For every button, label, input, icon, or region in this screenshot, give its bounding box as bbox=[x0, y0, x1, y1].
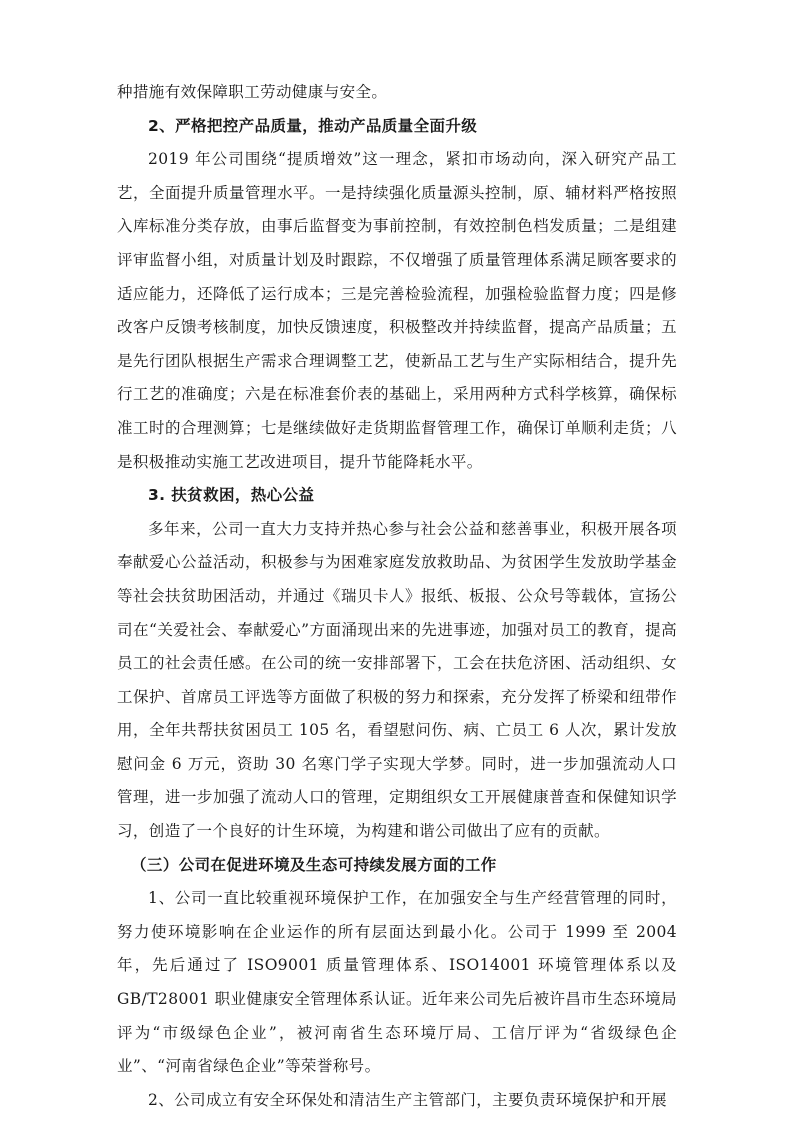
document-body bbox=[117, 76, 677, 1117]
paragraph-continuation: 种措施有效保障职工劳动健康与安全。 bbox=[117, 83, 388, 101]
heading-product-quality: 2、严格把控产品质量，推动产品质量全面升级 bbox=[148, 116, 478, 135]
paragraph-environment-2: 2、公司成立有安全环保处和清洁生产主管部门，主要负责环境保护和开展 bbox=[148, 1090, 668, 1109]
heading-poverty-relief: 3. 扶贫救困，热心公益 bbox=[148, 486, 315, 505]
paragraph-environment-1: 1、公司一直比较重视环境保护工作，在加强安全与生产经营管理的同时，努力使环境影响在企业运作的所有层面达到最小化。公司于 1999 至 2004 年，先后通过了 ISO9001 质量管理体系、ISO14001 环境管理体系以及 GB/T28001 职业健康安全管理体系认证。近年来公司先后被许昌市生态环境局评为“市级绿色企业”，被河南省生态环境厅局、工信厅评为“省级绿色企业”、“河南省绿色企业”等荣誉称号。 bbox=[117, 889, 677, 1076]
paragraph-poverty-relief: 多年来，公司一直大力支持并热心参与社会公益和慈善事业，积极开展各项奉献爱心公益活动，积极参与为困难家庭发放救助品、为贫困学生发放助学基金等社会扶贫助困活动，并通过《瑞贝卡人》报纸、板报、公众号等载体，宣扬公司在“关爱社会、奉献爱心”方面涌现出来的先进事迹，加强对员工的教育，提高员工的社会责任感。在公司的统一安排部署下，工会在扶危济困、活动组织、女工保护、首席员工评选等方面做了积极的努力和探索，充分发挥了桥梁和纽带作用，全年共帮扶贫困员工 105 名，看望慰问伤、病、亡员工 6 人次，累计发放慰问金 6 万元，资助 30 名寒门学子实现大学梦。同时，进一步加强流动人口管理，进一步加强了流动人口的管理，定期组织女工开展健康普查和保健知识学习，创造了一个良好的计生环境，为构建和谐公司做出了应有的贡献。 bbox=[117, 519, 677, 841]
heading-environment-section: （三）公司在促进环境及生态可持续发展方面的工作 bbox=[131, 855, 497, 874]
paragraph-product-quality: 2019 年公司围绕“提质增效”这一理念，紧扣市场动向，深入研究产品工艺，全面提升质量管理水平。一是持续强化质量源头控制，原、辅材料严格按照入库标准分类存放，由事后监督变为事前控制，有效控制色档发质量；二是组建评审监督小组，对质量计划及时跟踪，不仅增强了质量管理体系满足顾客要求的适应能力，还降低了运行成本；三是完善检验流程，加强检验监督力度；四是修改客户反馈考核制度，加快反馈速度，积极整改并持续监督，提高产品质量；五是先行团队根据生产需求合理调整工艺，使新品工艺与生产实际相结合，提升先行工艺的准确度；六是在标准套价表的基础上，采用两种方式科学核算，确保标准工时的合理测算；七是继续做好走货期监督管理工作，确保订单顺利走货；八是积极推动实施工艺改进项目，提升节能降耗水平。 bbox=[117, 150, 677, 471]
